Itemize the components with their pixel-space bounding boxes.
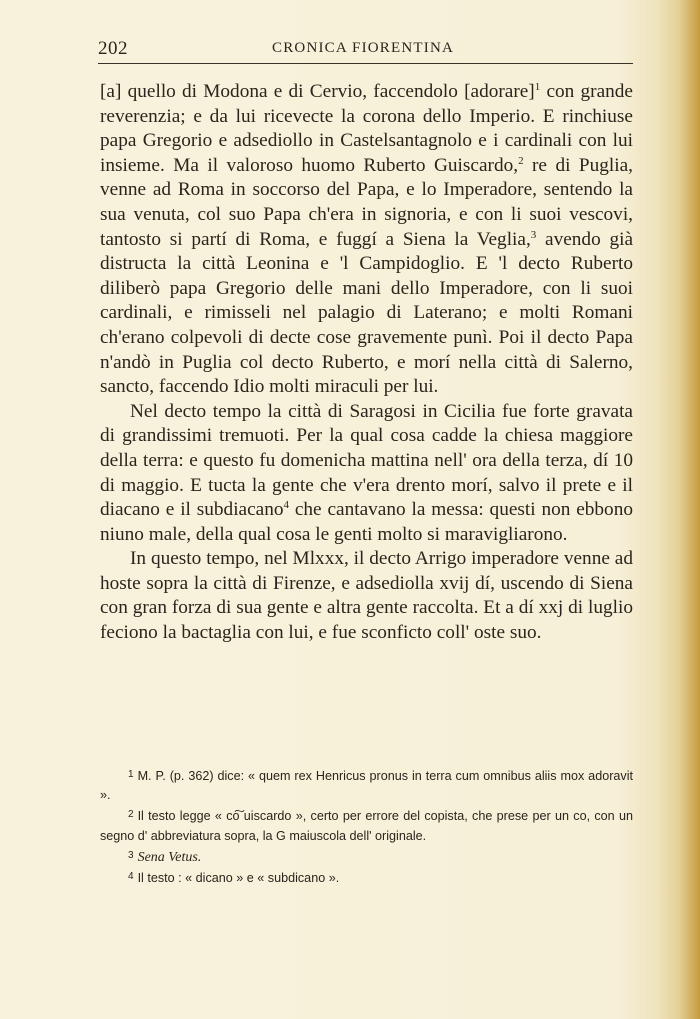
footnote-ref-3: 3 xyxy=(530,228,537,241)
header-rule xyxy=(98,63,633,64)
paragraph-1-part-2: con grande reverenzia; e da lui ricevecte la corona dello Imperio. E rinchiuse papa Gregorio e adsediollo in Castelsantagnolo e i cardinali con lui insieme. Ma il valoroso huomo Ruberto Guiscardo, xyxy=(100,81,633,176)
footnote-3 xyxy=(100,846,633,867)
paragraph-1-part-1: [a] quello di Modona e di Cervio, faccendolo [adorare] xyxy=(100,81,535,102)
running-title: CRONICA FIORENTINA xyxy=(272,40,455,56)
footnote-1 xyxy=(100,765,633,805)
footnote-ref-1: 1 xyxy=(534,81,541,93)
footnote-ref-2: 2 xyxy=(518,154,524,167)
paragraph-2-part-2: che cantavano la messa: questi non ebbono niuno male, della qual cosa le genti molto si maravigliarono. xyxy=(100,499,633,545)
footnote-text: Sena Vetus. xyxy=(137,849,202,865)
footnote-text: Il testo legge « co͠ uiscardo », certo per errore del copista, che prese per un co, con un segno d' abbreviatura sopra, la G maiuscola dell' originale. xyxy=(100,809,633,843)
footnote-2 xyxy=(100,805,633,845)
footnote-number: 4 xyxy=(128,871,134,883)
footnotes xyxy=(100,765,633,888)
paragraph-1 xyxy=(100,80,633,400)
paragraph-1-part-3: re di Puglia, venne ad Roma in soccorso del Papa, e lo Imperadore, sentendo la sua venuta, col suo Papa ch'era in signoria, e con li suoi vescovi, tantosto si partí di Roma, e fuggí a Siena la Veglia, xyxy=(100,154,633,250)
paragraph-3: In questo tempo, nel Mlxxx, il decto Arrigo imperadore venne ad hoste sopra la città di Firenze, e adsediolla xvij dí, uscendo di Siena con gran forza di sua gente e altra gente raccolta. Et a dí xxj di luglio feciono la bactaglia con lui, e fue sconficto coll' oste suo. xyxy=(100,548,633,644)
paragraph-2 xyxy=(100,400,633,548)
footnote-ref-4: 4 xyxy=(283,499,290,512)
paragraph-2-part-1: Nel decto tempo la città di Saragosi in Cicilia fue forte gravata di grandissimi tremuoti. Per la qual cosa cadde la chiesa maggiore della terra: e questo fu domenicha mattina nell' ora della terza, dí 10 di maggio. E tucta la gente che v'era drento morí, salvo il prete e il diacano e il subdiacano xyxy=(100,400,633,521)
footnote-number: 3 xyxy=(128,849,134,861)
footnote-number: 1 xyxy=(128,769,134,780)
footnote-text: M. P. (p. 362) dice: « quem rex Henricus pronus in terra cum omnibus aliis mox adoravit ». xyxy=(100,769,633,803)
page-number: 202 xyxy=(98,38,128,59)
footnote-number: 2 xyxy=(128,809,134,821)
paragraph-1-part-4: avendo già distructa la città Leonina e 'l Campidoglio. E 'l decto Ruberto diliberò papa Gregorio delle mani dello Imperadore, con li suoi cardinali, e rimisseli nel palagio di Laterano; e molti Romani ch'erano colpevoli di decte cose gravemente punì. Poi il decto Papa n'andò in Puglia col decto Ruberto, e morí nella città di Salerno, sancto, faccendo Idio molti miraculi per lui. xyxy=(100,228,634,398)
main-text xyxy=(100,80,633,646)
page-header xyxy=(98,38,633,62)
footnote-4 xyxy=(100,867,633,888)
footnote-text: Il testo : « dicano » e « subdicano ». xyxy=(137,871,340,886)
